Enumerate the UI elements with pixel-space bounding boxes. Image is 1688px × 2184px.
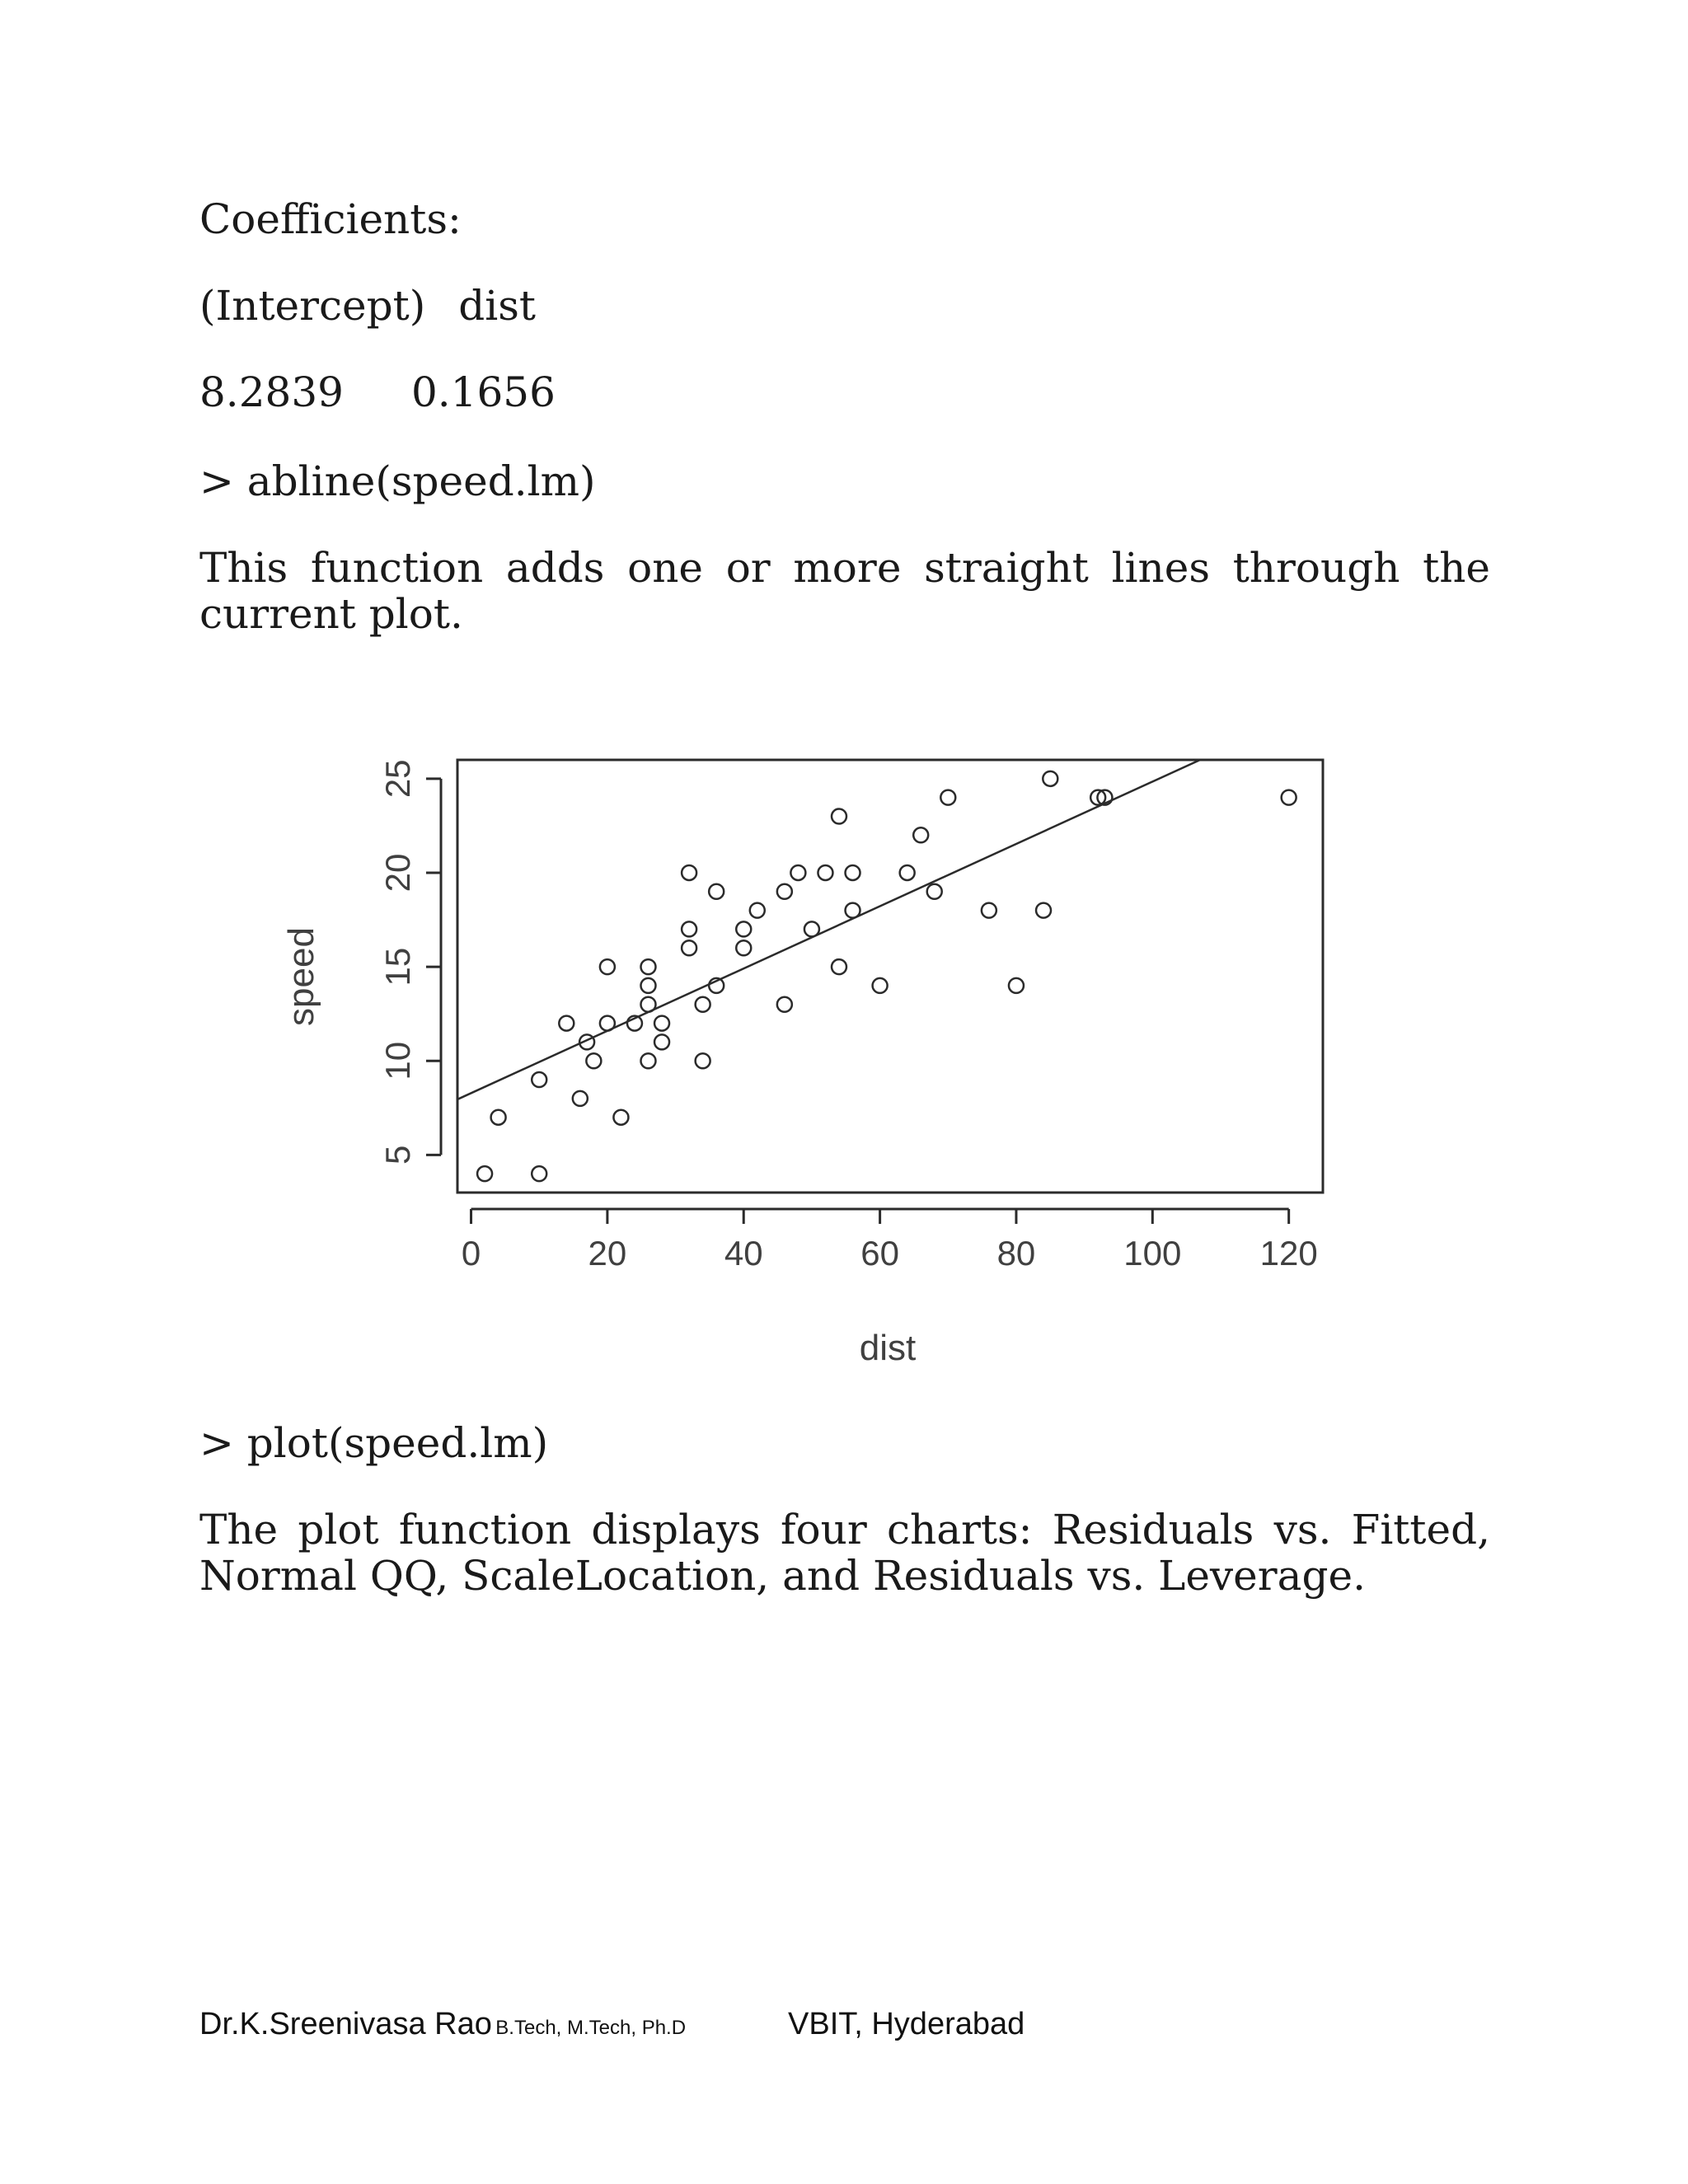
coefficients-values [199, 369, 556, 415]
intercept-header: (Intercept) [199, 282, 426, 330]
data-point [1282, 790, 1296, 805]
scatter-plot [272, 729, 1343, 1389]
y-axis-label: speed [281, 927, 321, 1026]
data-point [1043, 771, 1057, 786]
data-point [640, 997, 655, 1012]
intercept-value: 8.2839 [199, 368, 344, 416]
data-point [818, 865, 832, 880]
data-point [532, 1072, 546, 1087]
dist-header: dist [458, 282, 536, 330]
data-point [832, 808, 846, 823]
data-point [696, 1053, 710, 1068]
footer-institute [788, 2007, 1025, 2042]
footer-author [199, 2007, 686, 2042]
abline-command: > abline(speed.lm) [199, 457, 596, 505]
data-point [777, 997, 792, 1012]
author-name: Dr.K.Sreenivasa Rao [199, 2007, 492, 2041]
x-tick-label: 60 [860, 1234, 899, 1272]
x-tick-label: 120 [1259, 1234, 1318, 1272]
author-degrees: B.Tech, M.Tech, Ph.D [495, 2017, 687, 2039]
data-point [654, 1016, 669, 1031]
data-point [873, 978, 888, 993]
data-points [477, 771, 1296, 1181]
data-point [600, 959, 615, 974]
x-axis [462, 1209, 1318, 1272]
y-tick-label: 10 [378, 1041, 417, 1080]
regression-line-layer [457, 760, 1200, 1099]
regression-line [457, 760, 1200, 1099]
data-point [982, 903, 996, 918]
data-point [559, 1016, 574, 1031]
data-point [640, 1053, 655, 1068]
institute-name: VBIT, Hyderabad [788, 2007, 1025, 2041]
data-point [927, 884, 942, 899]
data-point [804, 921, 819, 936]
data-point [682, 940, 696, 955]
y-tick-label: 15 [378, 947, 417, 987]
data-point [777, 884, 792, 899]
y-axis [378, 759, 441, 1165]
data-point [736, 921, 751, 936]
coefficients-label: Coefficients: [199, 195, 462, 243]
data-point [477, 1166, 492, 1181]
data-point [736, 940, 751, 955]
data-point [613, 1110, 628, 1125]
x-tick-label: 20 [588, 1234, 627, 1272]
data-point [682, 865, 696, 880]
x-tick-label: 80 [996, 1234, 1036, 1272]
data-point [940, 790, 955, 805]
data-point [586, 1053, 601, 1068]
data-point [790, 865, 805, 880]
data-point [491, 1110, 506, 1125]
x-tick-label: 100 [1123, 1234, 1182, 1272]
data-point [654, 1034, 669, 1049]
data-point [600, 1016, 615, 1031]
data-point [532, 1166, 546, 1181]
y-tick-label: 5 [378, 1145, 417, 1165]
x-axis-label: dist [859, 1328, 917, 1368]
x-tick-label: 40 [724, 1234, 763, 1272]
data-point [846, 903, 860, 918]
data-point [640, 978, 655, 993]
data-point [696, 997, 710, 1012]
data-point [1009, 978, 1024, 993]
plot-description: The plot function displays four charts: Residuals vs. Fitted, Normal QQ, ScaleLocation, and Residuals vs. Leverage. [199, 1506, 1490, 1600]
data-point [640, 959, 655, 974]
data-point [682, 921, 696, 936]
data-point [913, 827, 928, 842]
plot-command: > plot(speed.lm) [199, 1419, 549, 1467]
data-point [846, 865, 860, 880]
x-tick-label: 0 [461, 1234, 481, 1272]
abline-description: This function adds one or more straight lines through the current plot. [199, 544, 1490, 638]
data-point [750, 903, 765, 918]
data-point [573, 1091, 588, 1106]
scatter-plot-figure [272, 729, 1343, 1392]
data-point [709, 884, 724, 899]
plot-frame [457, 760, 1323, 1193]
y-tick-label: 25 [378, 759, 417, 799]
data-point [1036, 903, 1051, 918]
data-point [900, 865, 915, 880]
data-point [832, 959, 846, 974]
dist-value: 0.1656 [410, 368, 556, 416]
coefficients-header [199, 283, 536, 329]
y-tick-label: 20 [378, 853, 417, 893]
